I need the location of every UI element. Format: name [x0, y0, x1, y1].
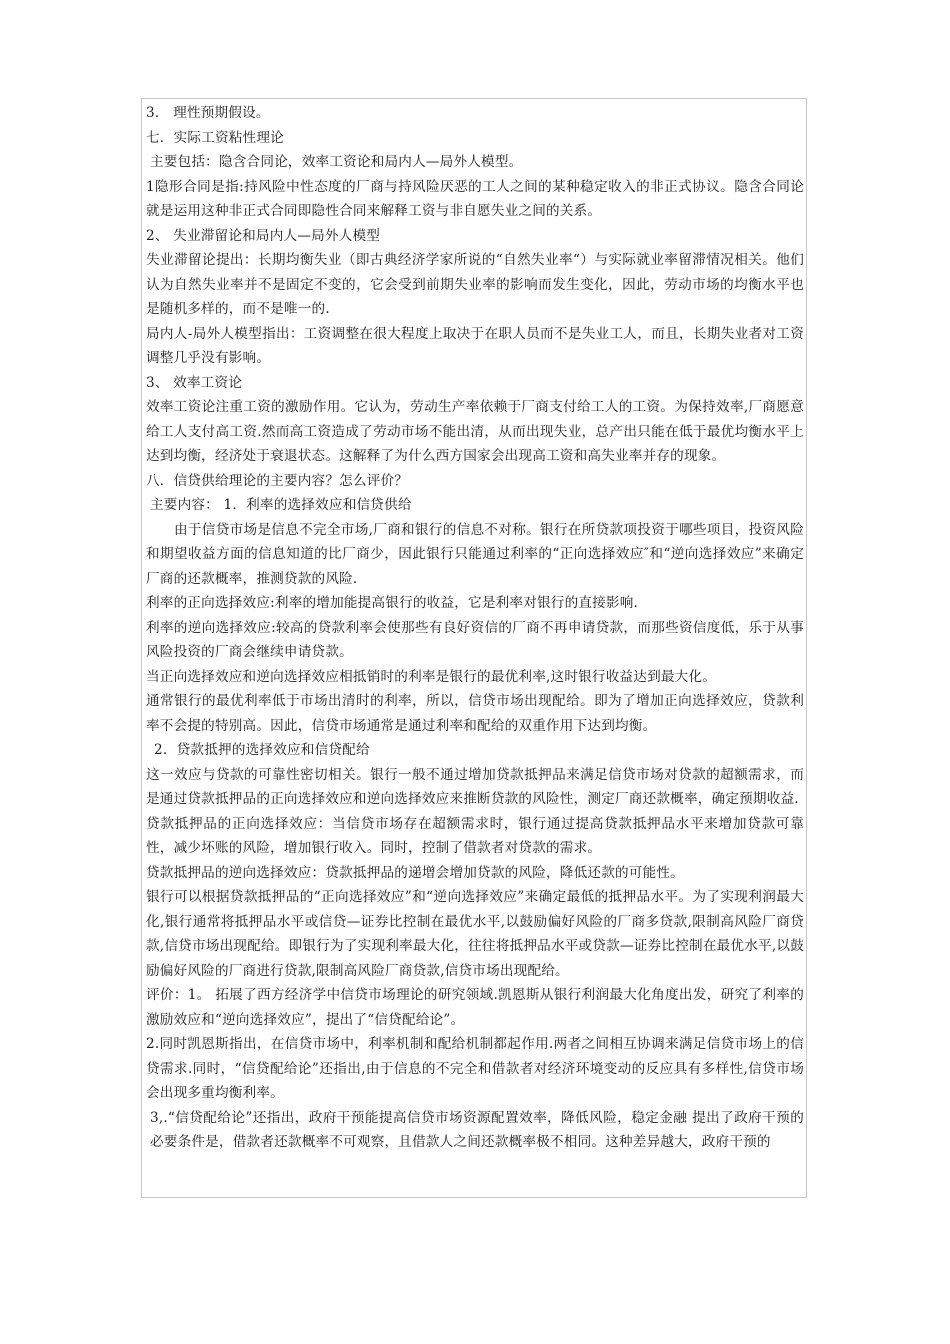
paragraph: 失业滞留论提出：长期均衡失业（即古典经济学家所说的“自然失业率“）与实际就业率留滞情况相关。他们认为自然失业率并不是固定不变的，它会受到前期失业率的影响而发生变化，因此，劳动市场的均衡水平也是随机多样的，而不是唯一的. — [146, 252, 804, 317]
paragraph: 2.同时凯恩斯指出，在信贷市场中，利率机制和配给机制都起作用.两者之间相互协调来满足信贷市场上的信贷需求.同时，“信贷配给论”还指出,由于信息的不完全和借款者对经济环境变动的反应具有多样性,信贷市场会出现多重均衡利率。 — [146, 1036, 804, 1101]
paragraph: 3． 理性预期假设。 — [146, 105, 270, 121]
paragraph: 这一效应与贷款的可靠性密切相关。银行一般不通过增加贷款抵押品来满足信贷市场对贷款的超额需求，而是通过贷款抵押品的正向选择效应和逆向选择效应来推断贷款的风险性，测定厂商还款概率，确定预期收益. — [146, 766, 804, 807]
subheading: 主要内容： 1．利率的选择效应和信贷供给 — [150, 497, 412, 513]
paragraph: 效率工资论注重工资的激励作用。它认为，劳动生产率依赖于厂商支付给工人的工资。为保持效率,厂商愿意给工人支付高工资.然而高工资造成了劳动市场不能出清，从而出现失业，总产出只能在低于最优均衡水平上达到均衡，经济处于衰退状态。这解释了为什么西方国家会出现高工资和高失业率并存的现象。 — [146, 399, 804, 464]
paragraph: 通常银行的最优利率低于市场出清时的利率，所以，信贷市场出现配给。即为了增加正向选择效应，贷款利率不会提的特别高。因此，信贷市场通常是通过利率和配给的双重作用下达到均衡。 — [146, 693, 804, 734]
paragraph: 主要包括：隐含合同论，效率工资论和局内人—局外人模型。 — [150, 154, 523, 170]
paragraph: 利率的逆向选择效应:较高的贷款利率会使那些有良好资信的厂商不再申请贷款，而那些资信度低，乐于从事风险投资的厂商会继续申请贷款。 — [146, 619, 804, 660]
paragraph: 1隐形合同是指:持风险中性态度的厂商与持风险厌恶的工人之间的某种稳定收入的非正式协议。隐含合同论就是运用这种非正式合同即隐性合同来解释工资与非自愿失业之间的关系。 — [146, 178, 804, 219]
paragraph: 局内人-局外人模型指出：工资调整在很大程度上取决于在职人员而不是失业工人，而且，长期失业者对工资调整几乎没有影响。 — [146, 325, 804, 366]
paragraph: 由于信贷市场是信息不完全市场,厂商和银行的信息不对称。银行在所贷款项投资于哪些项目，投资风险和期望收益方面的信息知道的比厂商少，因此银行只能通过利率的“正向选择效应″和“逆向选择效应”来确定厂商的还款概率，推测贷款的风险. — [146, 521, 804, 587]
paragraph: 利率的正向选择效应:利率的增加能提高银行的收益，它是利率对银行的直接影响. — [146, 595, 639, 611]
section-heading: 七．实际工资粘性理论 — [146, 129, 284, 146]
subheading: 2、 失业滞留论和局内人—局外人模型 — [146, 227, 381, 244]
subheading: 2．贷款抵押的选择效应和信贷配给 — [154, 742, 370, 758]
paragraph: 3,.“信贷配给论”还指出，政府干预能提高信贷市场资源配置效率，降低风险，稳定金融 提出了政府干预的必要条件是，借款者还款概率不可观察，且借款人之间还款概率极不相同。这种差异越大，政府干预的 — [150, 1109, 804, 1150]
subheading: 3、 效率工资论 — [146, 374, 243, 391]
paragraph: 当正向选择效应和逆向选择效应相抵销时的利率是银行的最优利率,这时银行收益达到最大化。 — [146, 668, 717, 685]
paragraph: 评价：1。 拓展了西方经济学中信贷市场理论的研究领域.凯恩斯从银行利润最大化角度出发，研究了利率的激励效应和“逆向选择效应”，提出了“信贷配给论”。 — [146, 987, 804, 1028]
paragraph: 贷款抵押品的正向选择效应：当信贷市场存在超额需求时，银行通过提高贷款抵押品水平来增加贷款可靠性，减少坏账的风险，增加银行收入。同时，控制了借款者对贷款的需求。 — [146, 815, 804, 856]
section-heading: 八．信贷供给理论的主要内容？怎么评价？ — [146, 472, 409, 489]
document-body — [142, 99, 806, 1155]
paragraph: 贷款抵押品的逆向选择效应：贷款抵押品的递增会增加贷款的风险，降低还款的可能性。 — [146, 864, 684, 881]
document-page — [141, 98, 807, 1198]
paragraph: 银行可以根据贷款抵押品的“正向选择效应”和“逆向选择效应”来确定最低的抵押品水平。为了实现利润最大化,银行通常将抵押品水平或信贷—证券比控制在最优水平,以鼓励偏好风险的厂商多贷款,限制高风险厂商贷款,信贷市场出现配给。即银行为了实现利率最大化，往往将抵押品水平或贷款—证券比控制在最优水平,以鼓励偏好风险的厂商进行贷款,限制高风险厂商贷款,信贷市场出现配给。 — [146, 889, 804, 979]
